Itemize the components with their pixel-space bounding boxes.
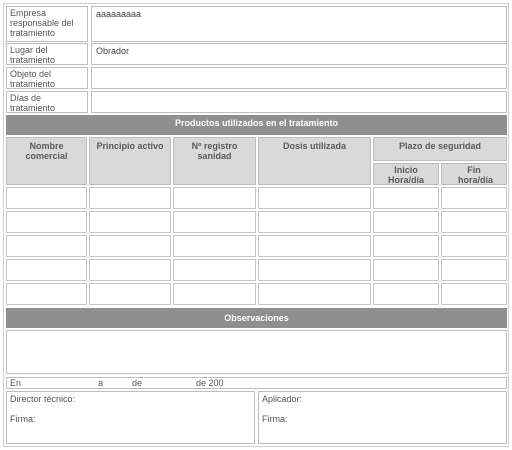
- header-principio-activo: Principio activo: [89, 137, 171, 185]
- table-cell[interactable]: [373, 235, 439, 257]
- table-cell[interactable]: [258, 187, 371, 209]
- observaciones-field[interactable]: [6, 330, 507, 374]
- fecha-de: de: [132, 378, 143, 388]
- table-cell[interactable]: [258, 259, 371, 281]
- dias-field[interactable]: [91, 91, 507, 113]
- table-cell[interactable]: [258, 235, 371, 257]
- fecha-a: a: [98, 378, 104, 388]
- director-box[interactable]: [6, 391, 255, 444]
- table-cell[interactable]: [89, 283, 171, 305]
- fecha-year: de 200: [196, 378, 224, 388]
- table-cell[interactable]: [441, 259, 507, 281]
- table-cell[interactable]: [89, 259, 171, 281]
- director-label: Director técnico:: [10, 394, 76, 404]
- table-cell[interactable]: [6, 235, 87, 257]
- table-cell[interactable]: [373, 259, 439, 281]
- table-cell[interactable]: [441, 235, 507, 257]
- dias-label-cell: [6, 91, 88, 113]
- aplicador-firma: Firma:: [262, 414, 288, 424]
- lugar-field[interactable]: [91, 43, 507, 65]
- aplicador-box[interactable]: [258, 391, 507, 444]
- table-cell[interactable]: [258, 283, 371, 305]
- header-plazo-seguridad: Plazo de seguridad: [373, 137, 507, 161]
- dias-label: Días de tratamiento: [10, 93, 56, 113]
- objeto-label: Objeto del tratamiento: [10, 69, 56, 89]
- table-cell[interactable]: [6, 283, 87, 305]
- table-cell[interactable]: [89, 235, 171, 257]
- lugar-value: Obrador: [96, 46, 130, 56]
- table-cell[interactable]: [6, 187, 87, 209]
- director-firma: Firma:: [10, 414, 36, 424]
- table-cell[interactable]: [89, 187, 171, 209]
- fecha-en: En: [10, 378, 22, 388]
- empresa-field[interactable]: [91, 6, 507, 42]
- objeto-label-cell: [6, 67, 88, 89]
- lugar-label: Lugar del tratamiento: [10, 45, 56, 65]
- table-cell[interactable]: [373, 211, 439, 233]
- table-cell[interactable]: [6, 211, 87, 233]
- table-cell[interactable]: [173, 283, 256, 305]
- header-dosis-utilizada: Dosis utilizada: [258, 137, 371, 185]
- table-cell[interactable]: [173, 235, 256, 257]
- empresa-value: aaaaaaaaa: [96, 9, 142, 19]
- fecha-row: [6, 377, 507, 389]
- productos-section-bar: Productos utilizados en el tratamiento: [6, 115, 507, 135]
- table-cell[interactable]: [441, 283, 507, 305]
- empresa-label: Empresa responsable del tratamiento: [10, 8, 74, 38]
- empresa-label-cell: [6, 6, 88, 42]
- table-cell[interactable]: [89, 211, 171, 233]
- aplicador-label: Aplicador:: [262, 394, 303, 404]
- table-cell[interactable]: [373, 283, 439, 305]
- header-fin: Fin hora/día: [441, 163, 507, 185]
- table-cell[interactable]: [441, 211, 507, 233]
- header-nombre-comercial: Nombre comercial: [6, 137, 87, 185]
- table-cell[interactable]: [173, 187, 256, 209]
- observaciones-section-bar: Observaciones: [6, 308, 507, 328]
- table-cell[interactable]: [173, 259, 256, 281]
- header-inicio: Inicio Hora/día: [373, 163, 439, 185]
- lugar-label-cell: [6, 43, 88, 65]
- table-cell[interactable]: [258, 211, 371, 233]
- table-cell[interactable]: [373, 187, 439, 209]
- objeto-field[interactable]: [91, 67, 507, 89]
- table-cell[interactable]: [173, 211, 256, 233]
- table-cell[interactable]: [441, 187, 507, 209]
- header-registro-sanidad: Nº registro sanidad: [173, 137, 256, 185]
- table-cell[interactable]: [6, 259, 87, 281]
